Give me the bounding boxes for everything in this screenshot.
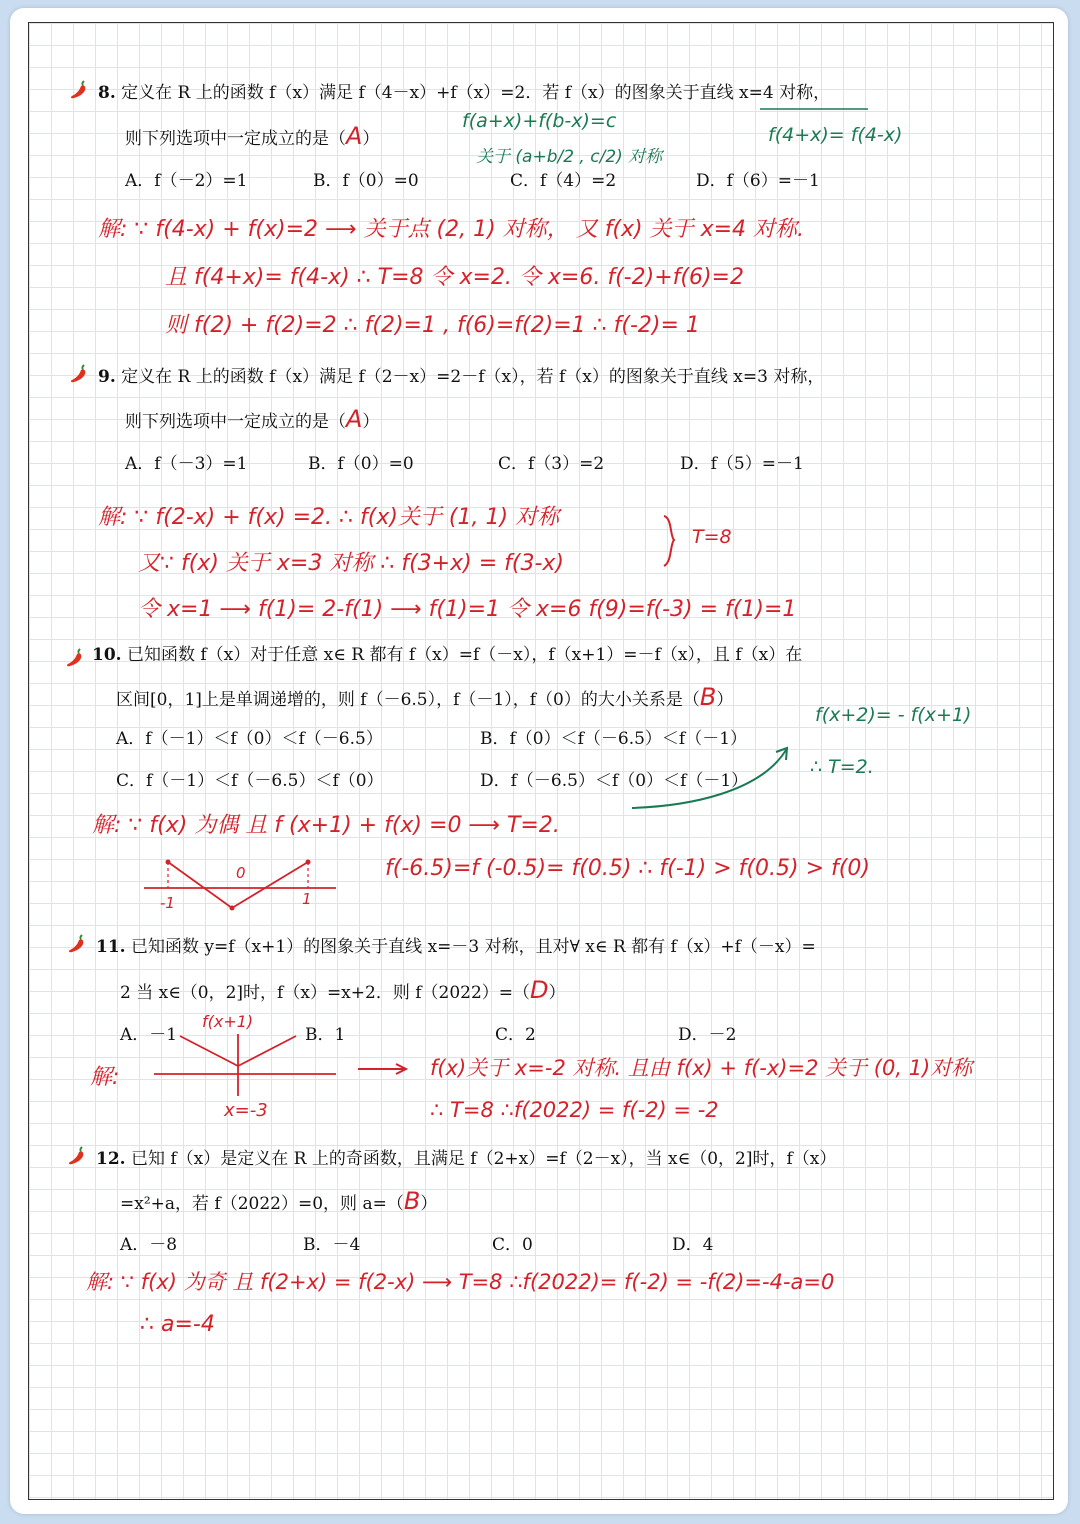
problem-12-option-d: D．4: [672, 1235, 714, 1255]
problem-9-question: 则下列选项中一定成立的是（: [125, 412, 346, 432]
problem-12-solution-line1: 解: ∵ f(x) 为奇 且 f(2+x) = f(2-x) ⟶ T=8 ∴f(2022)= f(-2) = -f(2)=-4-a=0: [86, 1270, 835, 1294]
problem-8-option-b: B．f（0）=0: [313, 171, 419, 191]
sketch-label-neg1: -1: [160, 894, 175, 912]
problem-8-solution-line3: 则 f(2) + f(2)=2 ∴ f(2)=1 , f(6)=f(2)=1 ∴ f(-2)= 1: [165, 313, 700, 338]
chili-pepper-icon: [64, 646, 86, 668]
problem-8-option-a: A．f（－2）=1: [125, 171, 248, 191]
problem-12-option-b: B．－4: [303, 1235, 361, 1255]
problem-9-brace: [660, 514, 680, 568]
problem-9-brace-note: T=8: [692, 526, 732, 548]
problem-10-option-a: A．f（－1）＜f（0）＜f（－6.5）: [116, 729, 383, 749]
problem-9-option-d: D．f（5）=－1: [680, 454, 804, 474]
problem-11-answer: D: [530, 976, 549, 1004]
problem-12-question: =x²+a，若 f（2022）=0，则 a=（: [120, 1194, 404, 1214]
sketch-label-x-eq-neg3: x=-3: [224, 1100, 268, 1121]
problem-10-green-note-2: ∴ T=2.: [810, 756, 874, 778]
problem-11-solution-label: 解:: [90, 1065, 120, 1090]
problem-10-green-arrow: [630, 742, 800, 814]
sketch-label-0: 0: [236, 864, 246, 882]
chili-pepper-icon: [68, 362, 90, 384]
problem-10-stem-line2: [116, 683, 733, 711]
problem-10-option-b: B．f（0）＜f（－6.5）＜f（－1）: [480, 729, 748, 749]
sketch-label-1: 1: [302, 890, 312, 908]
problem-11-sketch-graph: [150, 1030, 340, 1100]
problem-12-solution-line2: ∴ a=-4: [140, 1312, 215, 1337]
problem-11-option-c: C．2: [495, 1025, 536, 1045]
problem-12-text: 已知 f（x）是定义在 R 上的奇函数，且满足 f（2+x）=f（2－x），当 x∈（0，2]时，f（x）: [130, 1149, 837, 1169]
problem-8-text: 定义在 R 上的函数 f（x）满足 f（4－x）+f（x）=2．若 f（x）的图象关于直线 x=4 对称，: [121, 83, 831, 103]
problem-12-stem-line2: [120, 1187, 437, 1215]
problem-9-solution-line1: 解: ∵ f(2-x) + f(x) =2. ∴ f(x)关于 (1, 1) 对称: [98, 505, 560, 530]
problem-10-solution-line2: f(-6.5)=f (-0.5)= f(0.5) ∴ f(-1) > f(0.5) > f(0): [385, 856, 870, 881]
problem-10-number: 10.: [92, 645, 122, 665]
problem-9-paren: ）: [362, 412, 380, 432]
problem-10-option-c: C．f（－1）＜f（－6.5）＜f（0）: [116, 771, 384, 791]
problem-8-number: 8.: [98, 83, 116, 103]
problem-8-green-overline: [760, 108, 870, 112]
problem-11-text: 已知函数 y=f（x+1）的图象关于直线 x=－3 对称，且对∀ x∈ R 都有 f（x）+f（－x）=: [130, 937, 816, 957]
problem-10-option-d: D．f（－6.5）＜f（0）＜f（－1）: [480, 771, 749, 791]
problem-8-paren: ）: [362, 129, 380, 149]
problem-8-solution-line2: 且 f(4+x)= f(4-x) ∴ T=8 令 x=2. 令 x=6. f(-2)+f(6)=2: [165, 265, 744, 290]
problem-8-option-c: C．f（4）=2: [510, 171, 617, 191]
problem-8-stem-line1: [98, 78, 830, 103]
problem-9-stem-line2: [125, 405, 379, 433]
problem-8-option-d: D．f（6）=－1: [696, 171, 820, 191]
problem-11-option-d: D．－2: [678, 1025, 737, 1045]
problem-8-solution-line1: 解: ∵ f(4-x) + f(x)=2 ⟶ 关于点 (2, 1) 对称， 又 f(x) 关于 x=4 对称.: [98, 217, 805, 242]
problem-12-option-c: C．0: [492, 1235, 533, 1255]
problem-9-option-c: C．f（3）=2: [498, 454, 605, 474]
problem-9-stem-line1: [98, 362, 824, 387]
problem-9-option-a: A．f（－3）=1: [125, 454, 248, 474]
problem-8-green-note-2: 关于 (a+b/2 , c/2) 对称: [476, 147, 663, 167]
problem-9-text: 定义在 R 上的函数 f（x）满足 f（2－x）=2－f（x），若 f（x）的图象关于直线 x=3 对称，: [121, 367, 825, 387]
problem-10-question: 区间[0，1]上是单调递增的，则 f（－6.5），f（－1），f（0）的大小关系是（: [116, 690, 700, 710]
problem-10-solution-line1: 解: ∵ f(x) 为偶 且 f (x+1) + f(x) =0 ⟶ T=2.: [92, 813, 560, 838]
problem-10-answer: B: [699, 683, 717, 711]
problem-11-stem-line2: [120, 976, 566, 1004]
problem-8-green-note-1: f(a+x)+f(b-x)=c: [462, 110, 617, 132]
problem-9-number: 9.: [98, 367, 116, 387]
problem-10-text: 已知函数 f（x）对于任意 x∈ R 都有 f（x）=f（－x），f（x+1）=－f（x），且 f（x）在: [126, 645, 803, 665]
problem-8-stem-line2: [125, 122, 379, 150]
problem-12-paren: ）: [420, 1194, 438, 1214]
problem-11-paren: ）: [548, 983, 566, 1003]
problem-11-question: 2 当 x∈（0，2]时，f（x）=x+2．则 f（2022）=（: [120, 983, 531, 1003]
problem-9-answer: A: [346, 405, 363, 433]
problem-11-solution-line1: f(x)关于 x=-2 对称. 且由 f(x) + f(-x)=2 关于 (0, 1)对称: [430, 1056, 973, 1080]
problem-10-paren: ）: [716, 690, 734, 710]
problem-8-green-note-3: f(4+x)= f(4-x): [768, 124, 903, 146]
problem-11-option-b: B．1: [305, 1025, 346, 1045]
chili-pepper-icon: [66, 932, 88, 954]
problem-12-stem-line1: [96, 1144, 836, 1169]
problem-9-option-b: B．f（0）=0: [308, 454, 414, 474]
problem-12-answer: B: [403, 1187, 421, 1215]
problem-11-solution-line2: ∴ T=8 ∴f(2022) = f(-2) = -2: [430, 1098, 719, 1122]
sketch-label-f-x-plus-1: f(x+1): [202, 1012, 254, 1031]
problem-11-option-a: A．－1: [120, 1025, 178, 1045]
problem-12-number: 12.: [96, 1149, 126, 1169]
problem-11-stem-line1: [96, 932, 816, 957]
problem-8-question: 则下列选项中一定成立的是（: [125, 129, 346, 149]
problem-9-solution-line2: 又∵ f(x) 关于 x=3 对称 ∴ f(3+x) = f(3-x): [138, 551, 564, 576]
problem-11-arrow: [356, 1062, 410, 1076]
chili-pepper-icon: [68, 78, 90, 100]
problem-11-number: 11.: [96, 937, 126, 957]
problem-10-green-note-1: f(x+2)= - f(x+1): [815, 704, 972, 726]
chili-pepper-icon: [66, 1144, 88, 1166]
problem-8-answer: A: [346, 122, 363, 150]
problem-12-option-a: A．－8: [120, 1235, 178, 1255]
problem-9-solution-line3: 令 x=1 ⟶ f(1)= 2-f(1) ⟶ f(1)=1 令 x=6 f(9)=f(-3) = f(1)=1: [138, 597, 797, 622]
problem-10-stem-line1: [92, 640, 802, 665]
